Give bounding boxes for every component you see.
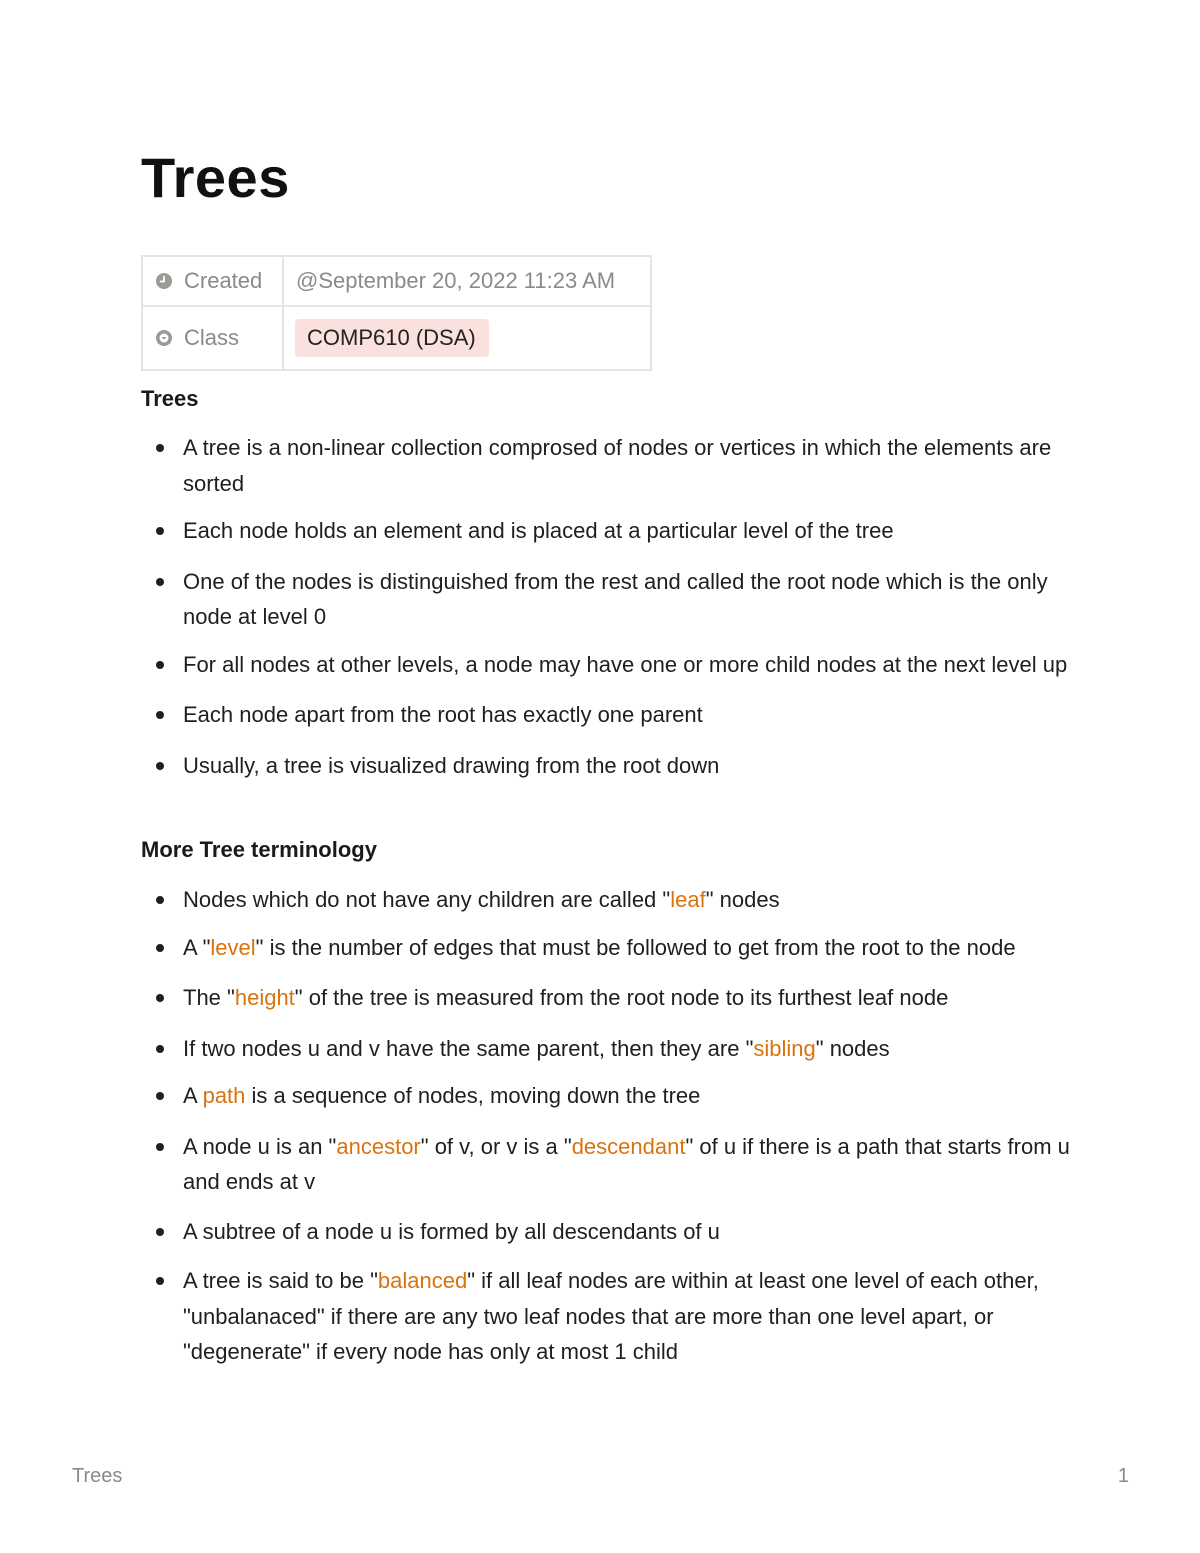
clock-icon xyxy=(155,272,173,290)
property-label-created xyxy=(142,256,283,306)
list-item xyxy=(141,930,1071,966)
footer-page-number: 1 xyxy=(1117,1465,1129,1487)
list-item xyxy=(141,980,1071,1016)
class-tag[interactable]: COMP610 (DSA) xyxy=(295,319,489,357)
list-item xyxy=(141,1214,1071,1250)
property-row-created xyxy=(142,256,651,306)
list-item xyxy=(141,1078,1071,1114)
list-item-text: For all nodes at other levels, a node may have one or more child nodes at the next level up xyxy=(183,651,1068,677)
list-item-text: Each node holds an element and is placed at a particular level of the tree xyxy=(183,518,894,543)
list-item-text: A subtree of a node u is formed by all descendants of u xyxy=(183,1218,720,1244)
list-item xyxy=(141,564,1071,635)
bullet-list-terminology xyxy=(141,882,1071,1370)
property-label-class xyxy=(142,306,283,370)
list-item xyxy=(141,647,1071,683)
section-heading-terminology: More Tree terminology xyxy=(141,837,377,862)
list-item xyxy=(141,1031,1071,1067)
list-item-text: " is the number of edges that must be followed to get from the root to the node xyxy=(255,934,1016,960)
list-item xyxy=(141,748,1071,784)
list-item xyxy=(141,430,1071,501)
properties-table xyxy=(141,255,652,371)
list-item-text: A tree is a non-linear collection comprosed of nodes or vertices in which the elements are sorted xyxy=(183,435,1052,496)
highlighted-term: balanced xyxy=(377,1268,468,1293)
property-row-class xyxy=(142,306,651,370)
class-label: Class xyxy=(184,325,240,350)
list-item-text: " of the tree is measured from the root node to its furthest leaf node xyxy=(294,985,949,1010)
list-item-text: Each node apart from the root has exactly one parent xyxy=(183,702,703,727)
created-value[interactable]: @September 20, 2022 11:23 AM xyxy=(283,256,651,306)
list-item-text: is a sequence of nodes, moving down the tree xyxy=(245,1083,701,1108)
list-item xyxy=(141,697,1071,733)
list-item-text: " nodes xyxy=(815,1035,890,1061)
list-item-text: If two nodes u and v have the same parent, then they are " xyxy=(183,1035,754,1061)
highlighted-term: leaf xyxy=(670,887,706,912)
list-item xyxy=(141,1263,1071,1370)
list-item-text: Nodes which do not have any children are called " xyxy=(183,887,671,912)
list-item-text: The " xyxy=(183,985,235,1010)
list-item-text: " of v, or v is a " xyxy=(420,1133,572,1159)
highlighted-term: level xyxy=(210,934,256,960)
highlighted-term: ancestor xyxy=(336,1133,421,1159)
list-item xyxy=(141,882,1071,918)
list-item-text: " if all leaf nodes are within at least one level of each other, "unbalanaced" if there are any two leaf nodes that are more than one level apart, or "degenerate" if every node has only at most 1 child xyxy=(183,1268,1039,1364)
highlighted-term: path xyxy=(202,1083,246,1108)
page-title: Trees xyxy=(141,146,290,209)
bullet-list-trees xyxy=(141,430,1071,783)
list-item xyxy=(141,1129,1071,1200)
class-value-cell[interactable] xyxy=(283,306,651,370)
list-item-text: A tree is said to be " xyxy=(183,1268,378,1293)
section-heading-trees: Trees xyxy=(141,386,199,411)
created-label: Created xyxy=(184,268,263,293)
highlighted-term: sibling xyxy=(753,1035,816,1061)
list-item-text: A node u is an " xyxy=(183,1133,337,1159)
list-item xyxy=(141,513,1071,549)
list-item-text: One of the nodes is distinguished from the rest and called the root node which is the only node at level 0 xyxy=(183,568,1048,629)
list-item-text: " of u if there is a path that starts from u and ends at v xyxy=(183,1133,1070,1194)
list-item-text: Usually, a tree is visualized drawing from the root down xyxy=(183,752,720,778)
footer-title: Trees xyxy=(72,1465,123,1487)
list-item-text: A " xyxy=(183,934,211,960)
highlighted-term: descendant xyxy=(571,1133,686,1159)
select-icon xyxy=(155,329,173,347)
list-item-text: A xyxy=(183,1083,203,1108)
list-item-text: " nodes xyxy=(705,887,780,912)
highlighted-term: height xyxy=(234,985,295,1010)
